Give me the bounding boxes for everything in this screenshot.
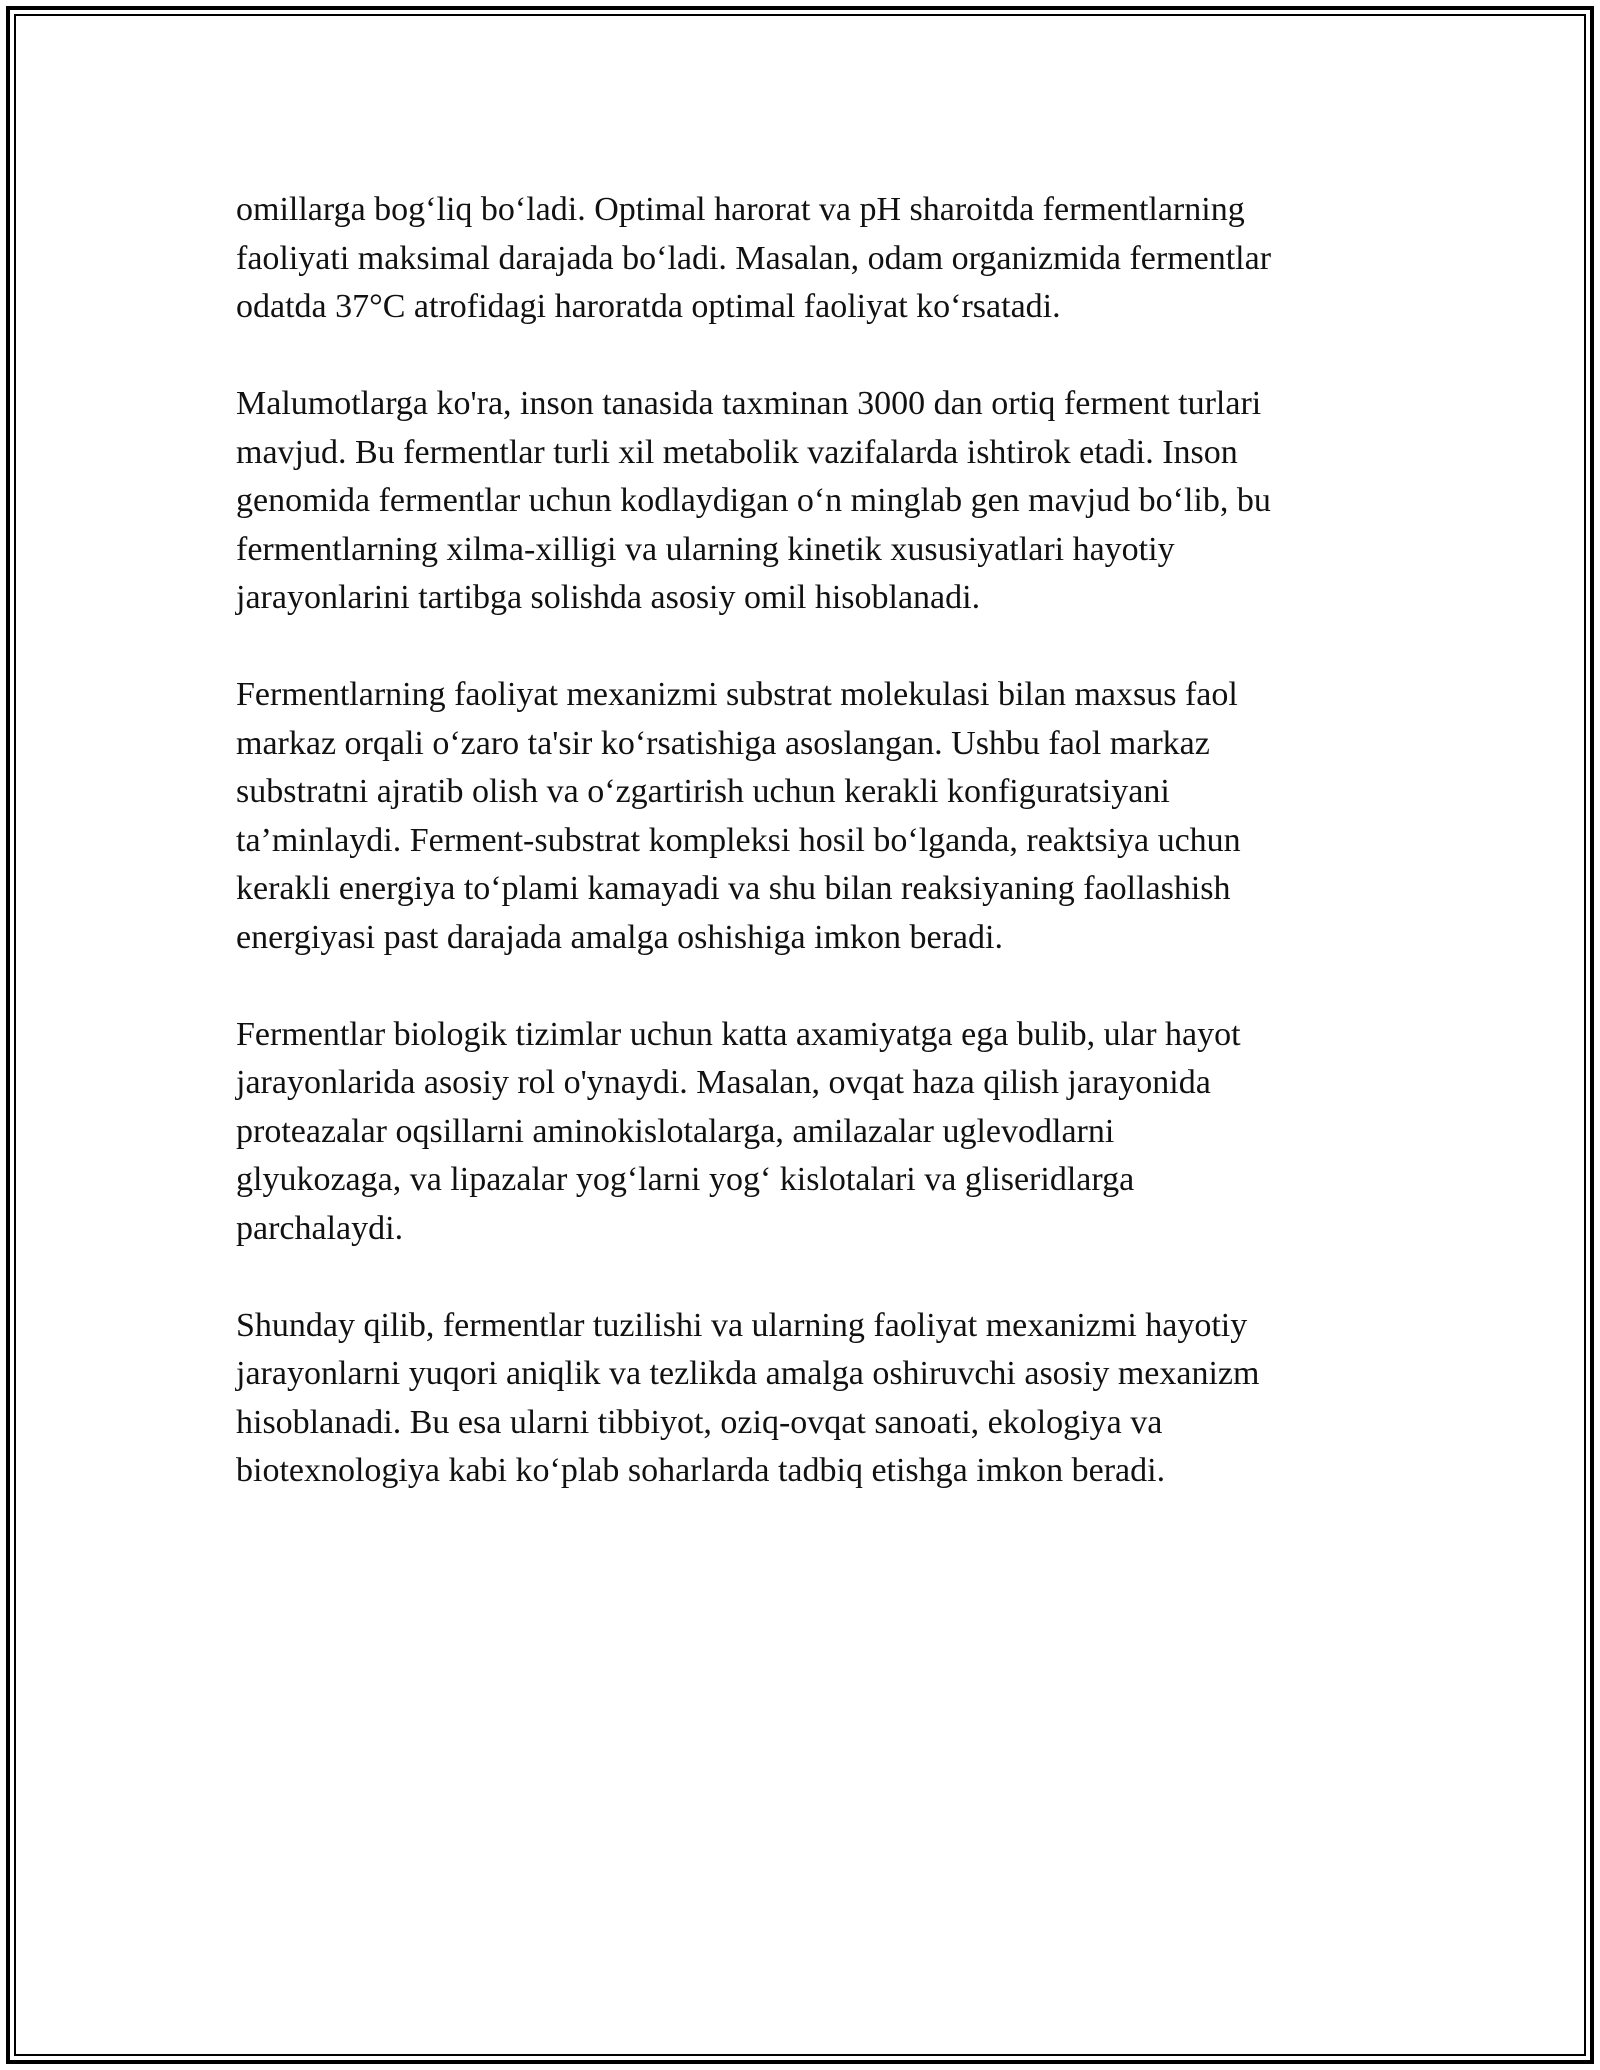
text-line: substratni ajratib olish va o‘zgartirish uchun kerakli konfiguratsiyani bbox=[236, 773, 1170, 810]
text-line: jarayonlarida asosiy rol o'ynaydi. Masalan, ovqat haza qilish jarayonida bbox=[236, 1064, 1211, 1101]
text-line: faoliyati maksimal darajada bo‘ladi. Masalan, odam organizmida fermentlar bbox=[236, 239, 1272, 277]
text-line: kerakli energiya to‘plami kamayadi va shu bilan reaksiyaning faollashish bbox=[236, 870, 1231, 907]
text-line: mavjud. Bu fermentlar turli xil metabolik vazifalarda ishtirok etadi. Inson bbox=[236, 433, 1238, 471]
text-line: glyukozaga, va lipazalar yog‘larni yog‘ kislotalari va gliseridlarga bbox=[236, 1161, 1135, 1198]
text-line: ta’minlaydi. Ferment-substrat kompleksi hosil bo‘lganda, reaktsiya uchun bbox=[236, 821, 1241, 859]
text-line: odatda 37°C atrofidagi haroratda optimal faoliyat ko‘rsatadi. bbox=[236, 288, 1061, 325]
paragraph-optimal-conditions bbox=[236, 186, 1366, 332]
text-line: biotexnologiya kabi ko‘plab soharlarda tadbiq etishga imkon beradi. bbox=[236, 1452, 1166, 1489]
text-line: hisoblanadi. Bu esa ularni tibbiyot, oziq-ovqat sanoati, ekologiya va bbox=[236, 1403, 1163, 1441]
text-line: markaz orqali o‘zaro ta'sir ko‘rsatishiga asoslangan. Ushbu faol markaz bbox=[236, 724, 1210, 762]
text-line: fermentlarning xilma-xilligi va ularning kinetik xususiyatlari hayotiy bbox=[236, 530, 1175, 568]
text-line: omillarga bog‘liq bo‘ladi. Optimal harorat va pH sharoitda fermentlarning bbox=[236, 191, 1245, 228]
paragraph-conclusion bbox=[236, 1302, 1366, 1496]
text-line: Fermentlar biologik tizimlar uchun katta axamiyatga ega bulib, ular hayot bbox=[236, 1015, 1241, 1053]
text-line: genomida fermentlar uchun kodlaydigan o‘n minglab gen mavjud bo‘lib, bu bbox=[236, 482, 1271, 519]
text-line: proteazalar oqsillarni aminokislotalarga, amilazalar uglevodlarni bbox=[236, 1112, 1115, 1150]
text-line: Malumotlarga ko'ra, inson tanasida taxminan 3000 dan ortiq ferment turlari bbox=[236, 385, 1262, 422]
paragraph-mechanism bbox=[236, 671, 1366, 962]
text-line: energiyasi past darajada amalga oshishiga imkon beradi. bbox=[236, 918, 1003, 956]
text-line: Shunday qilib, fermentlar tuzilishi va ularning faoliyat mexanizmi hayotiy bbox=[236, 1306, 1248, 1344]
document-body bbox=[236, 186, 1366, 1544]
paragraph-enzyme-count bbox=[236, 380, 1366, 623]
text-line: jarayonlarni yuqori aniqlik va tezlikda amalga oshiruvchi asosiy mexanizm bbox=[236, 1355, 1260, 1392]
text-line: Fermentlarning faoliyat mexanizmi substrat molekulasi bilan maxsus faol bbox=[236, 676, 1238, 713]
paragraph-biological-role bbox=[236, 1011, 1366, 1254]
text-line: jarayonlarini tartibga solishda asosiy omil hisoblanadi. bbox=[236, 579, 981, 616]
text-line: parchalaydi. bbox=[236, 1209, 404, 1247]
